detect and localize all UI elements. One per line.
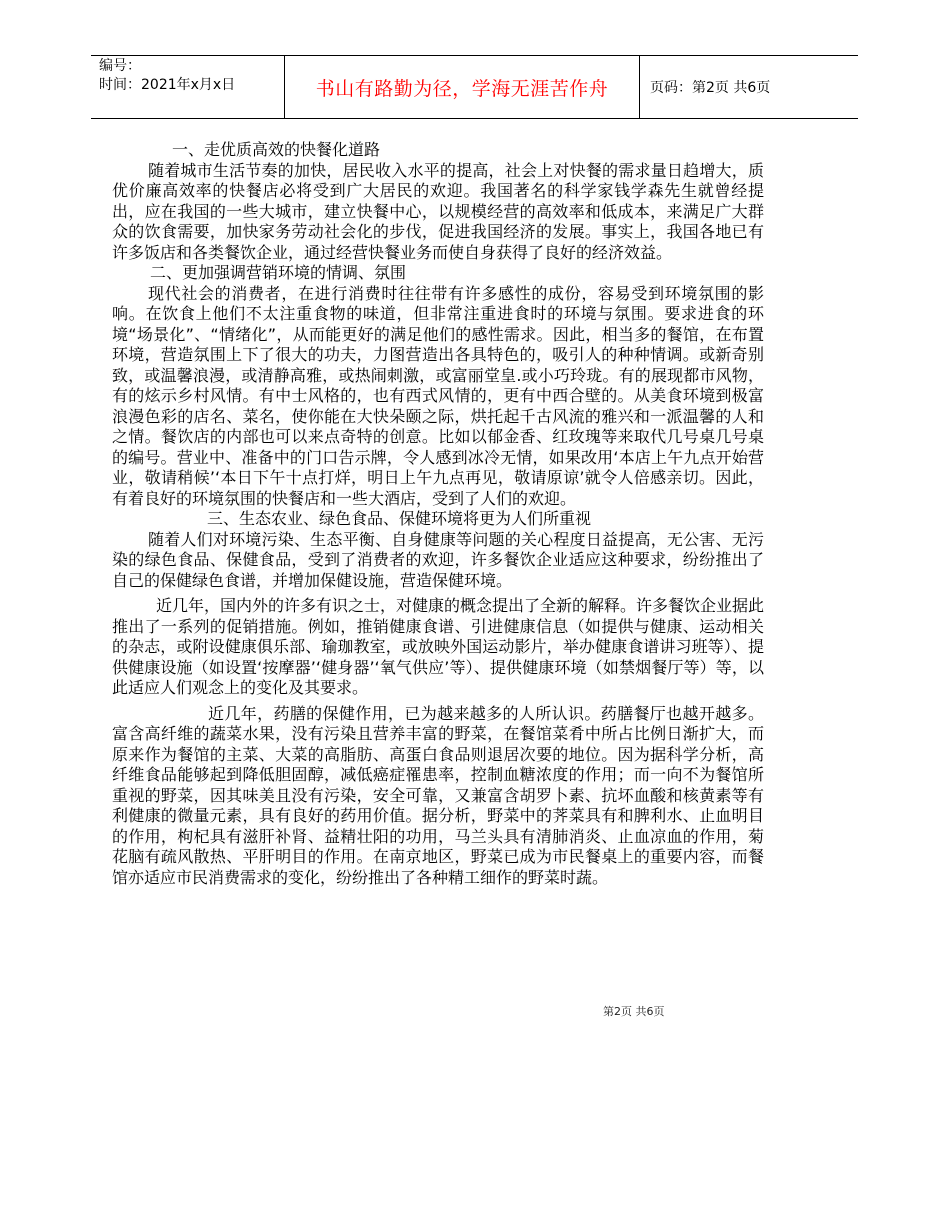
section-2-paragraph-1: 现代社会的消费者，在进行消费时往往带有许多感性的成份，容易受到环境氛围的影响。在饮食上他们不太注重食物的味道，但非常注重进食时的环境与氛围。要求进食的环境“场景化”、“情绪化”，从而能更好的满足他们的感性需求。因此，相当多的餐馆，在布置环境，营造氛围上下了很大的功夫，力图营造出各具特色的，吸引人的种种情调。或新奇别致，或温馨浪漫，或清静高雅，或热闹刺激，或富丽堂皇.或小巧玲珑。有的展现都市风物，有的炫示乡村风情。有中士风格的，也有西式风情的，更有中西合壁的。从美食环境到极富浪漫色彩的店名、菜名，使你能在大快朵颐之际，烘托起千古风流的雅兴和一派温馨的人和之情。餐饮店的内部也可以来点奇特的创意。比如以郁金香、红玫瑰等来取代几号桌几号桌的编号。营业中、准备中的门口告示牌，令人感到冰冷无情，如果改用‘本店上午九点开始营业，敬请稍候’‘本日下午十点打烊，明日上午九点再见，敬请原谅’就令人倍感亲切。因此，有着良好的环境氛围的快餐店和一些大酒店，受到了人们的欢迎。 — [112, 283, 764, 508]
document-number-label: 编号： — [99, 58, 141, 74]
header-meta — [91, 56, 284, 118]
header-page-info: 页码：第2页 共6页 — [650, 80, 771, 96]
section-3-paragraph-2: 近几年，国内外的许多有识之士，对健康的概念提出了全新的解释。许多餐饮企业据此推出了一系列的促销措施。例如，推销健康食谱、引进健康信息（如提供与健康、运动相关的杂志，或附设健康俱乐部、瑜珈教室，或放映外国运动影片，举办健康食谱讲习班等）、提供健康设施（如设置‘按摩器’‘健身器’‘氧气供应’等）、提供健康环境（如禁烟餐厅等）等，以此适应人们观念上的变化及其要求。 — [112, 596, 765, 697]
page-number-overlay: 第2页 共6页 — [603, 1005, 665, 1018]
document-body — [112, 140, 764, 888]
section-heading-2: 二、更加强调营销环境的情调、氛围 — [150, 263, 407, 282]
section-3-paragraph-1: 随着人们对环境污染、生态平衡、自身健康等问题的关心程度日益提高，无公害、无污染的绿色食品、保健食品，受到了消费者的欢迎，许多餐饮企业适应这种要求，纷纷推出了自己的保健绿色食谱，并增加保健设施，营造保健环境。 — [112, 529, 764, 590]
header-motto: 书山有路勤为径，学海无涯苦作舟 — [284, 56, 640, 118]
page-header — [91, 55, 858, 119]
section-heading-1: 一、走优质高效的快餐化道路 — [172, 140, 381, 159]
section-3-paragraph-3: 近几年，药膳的保健作用，已为越来越多的人所认识。药膳餐厅也越开越多。富含高纤维的蔬菜水果，没有污染且营养丰富的野菜，在餐馆菜肴中所占比例日渐扩大，而原来作为餐馆的主菜、大菜的高脂肪、高蛋白食品则退居次要的地位。因为据科学分析，高纤维食品能够起到降低胆固醇，减低癌症罹患率，控制血糖浓度的作用；而一向不为餐馆所重视的野菜，因其味美且没有污染，安全可靠，又兼富含胡罗卜素、抗坏血酸和核黄素等有利健康的微量元素，具有良好的药用价值。据分析，野菜中的荠菜具有和脾利水、止血明目的作用，枸杞具有滋肝补肾、益精壮阳的功用，马兰头具有清肺消炎、止血凉血的作用，菊花脑有疏风散热、平肝明目的作用。在南京地区，野菜已成为市民餐桌上的重要内容，而餐馆亦适应市民消费需求的变化，纷纷推出了各种精工细作的野菜时蔬。 — [112, 703, 764, 887]
section-heading-3: 三、生态农业、绿色食品、保健环境将更为人们所重视 — [207, 509, 592, 528]
section-1-paragraph-1: 随着城市生活节奏的加快，居民收入水平的提高，社会上对快餐的需求量日趋增大，质优价廉高效率的快餐店必将受到广大居民的欢迎。我国著名的科学家钱学森先生就曾经提出，应在我国的一些大城市，建立快餐中心，以规模经营的高效率和低成本，来满足广大群众的饮食需要，加快家务劳动社会化的步伐，促进我国经济的发展。事实上，我国各地已有许多饭店和各类餐饮企业，通过经营快餐业务而使自身获得了良好的经济效益。 — [112, 160, 764, 262]
document-time-label: 时间：2021年x月x日 — [99, 77, 236, 93]
